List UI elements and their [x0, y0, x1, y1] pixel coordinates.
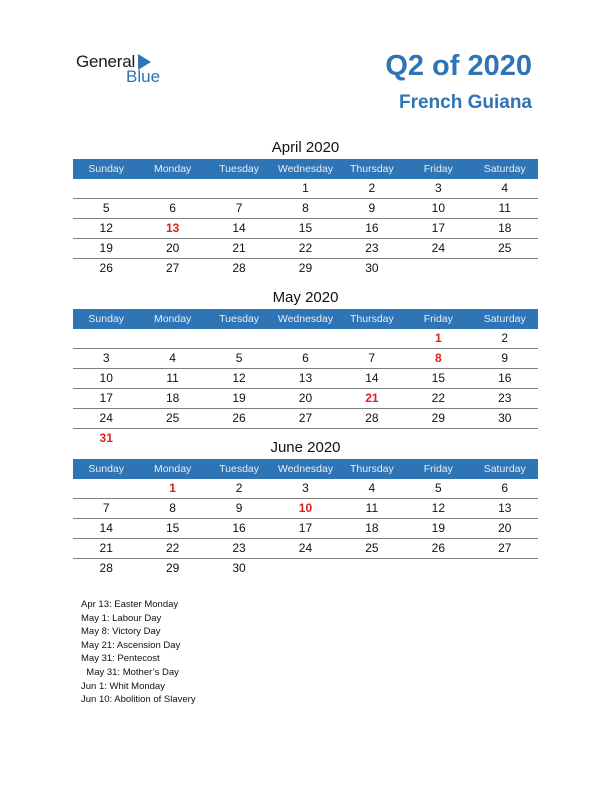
day-cell: 17 [99, 391, 113, 405]
day-cell: 7 [102, 501, 110, 515]
day-cell: 30 [232, 561, 246, 575]
holiday-note: May 1: Labour Day [81, 612, 162, 624]
weekday-header: Monday [153, 313, 192, 325]
day-cell: 7 [368, 351, 376, 365]
day-cell: 24 [298, 541, 313, 555]
day-cell: 1 [302, 181, 309, 195]
day-cell: 22 [165, 541, 180, 555]
holiday-note: Jun 1: Whit Monday [81, 680, 165, 692]
day-cell: 2 [501, 331, 509, 345]
logo-word-blue: Blue [126, 67, 161, 86]
day-cell: 4 [169, 351, 176, 365]
day-cell [339, 329, 405, 348]
day-cell: 31 [99, 431, 113, 445]
day-cell [272, 329, 338, 348]
weekday-header: Sunday [88, 463, 125, 475]
day-cell: 23 [498, 391, 512, 405]
week-row [73, 409, 538, 429]
day-cell: 11 [498, 201, 511, 215]
day-cell: 15 [298, 221, 313, 235]
day-cell: 18 [498, 221, 512, 235]
weekday-header: Thursday [350, 313, 394, 325]
day-cell: 8 [169, 501, 176, 515]
page-title: Q2 of 2020 [385, 50, 532, 82]
holiday-note: Apr 13: Easter Monday [81, 599, 179, 610]
weekday-header: Sunday [88, 313, 125, 325]
day-cell: 21 [232, 241, 246, 255]
weekday-header: Tuesday [219, 463, 259, 475]
day-cell: 30 [365, 261, 379, 275]
day-cell: 23 [232, 541, 246, 555]
day-cell [272, 559, 338, 578]
week-row [73, 219, 538, 239]
day-cell: 9 [368, 201, 376, 215]
day-cell [405, 259, 471, 278]
weekday-header: Saturday [483, 463, 526, 475]
day-cell: 29 [298, 261, 313, 275]
month-title: June 2020 [270, 439, 341, 456]
day-cell: 4 [501, 181, 509, 195]
day-cell [139, 329, 205, 348]
page-subtitle: French Guiana [398, 92, 532, 113]
day-cell: 23 [365, 241, 379, 255]
weekday-header: Thursday [350, 163, 394, 175]
day-cell: 27 [165, 261, 180, 275]
weekday-header: Wednesday [277, 313, 334, 325]
day-cell: 26 [99, 261, 113, 275]
weekday-header: Wednesday [277, 163, 334, 175]
holiday-note: May 8: Victory Day [81, 626, 161, 638]
day-cell: 10 [431, 201, 445, 215]
day-cell [206, 329, 272, 348]
day-cell: 7 [235, 201, 243, 215]
day-cell: 8 [434, 351, 442, 365]
day-cell: 15 [431, 371, 445, 385]
week-row [73, 559, 538, 578]
day-cell: 18 [365, 521, 379, 535]
day-cell: 13 [498, 501, 512, 515]
day-cell: 13 [165, 221, 180, 235]
day-cell: 28 [365, 411, 379, 425]
week-row [73, 479, 538, 499]
day-cell: 25 [365, 541, 379, 555]
day-cell: 26 [431, 541, 445, 555]
day-cell: 14 [232, 221, 246, 235]
day-cell: 1 [169, 481, 176, 495]
day-cell: 28 [232, 261, 246, 275]
day-cell: 9 [235, 501, 243, 515]
day-cell [206, 179, 272, 198]
day-cell: 5 [102, 201, 110, 215]
holiday-notes [81, 598, 196, 707]
day-cell: 28 [99, 561, 113, 575]
day-cell: 27 [298, 411, 313, 425]
day-cell: 19 [232, 391, 246, 405]
day-cell: 16 [365, 221, 379, 235]
day-cell: 25 [165, 411, 180, 425]
weekday-header-row [73, 459, 538, 479]
day-cell: 19 [99, 241, 113, 255]
day-cell: 8 [302, 201, 309, 215]
weekday-header: Monday [153, 163, 192, 175]
holiday-note: Jun 10: Abolition of Slavery [81, 694, 196, 706]
day-cell: 16 [498, 371, 512, 385]
day-cell: 22 [431, 391, 445, 405]
day-cell: 9 [501, 351, 509, 365]
day-cell: 17 [431, 221, 445, 235]
day-cell: 11 [166, 371, 179, 385]
holiday-note: May 31: Mother’s Day [81, 666, 179, 678]
day-cell [73, 329, 139, 348]
day-cell: 18 [165, 391, 180, 405]
day-cell: 3 [302, 481, 309, 495]
day-cell [339, 559, 405, 578]
day-cell: 2 [235, 481, 243, 495]
day-cell: 21 [99, 541, 113, 555]
day-cell: 12 [99, 221, 113, 235]
weekday-header: Sunday [88, 163, 125, 175]
day-cell: 20 [498, 521, 512, 535]
generalblue-logo [76, 52, 176, 88]
weekday-header: Friday [423, 163, 453, 175]
day-cell: 15 [165, 521, 180, 535]
day-cell: 10 [99, 371, 113, 385]
weekday-header: Tuesday [219, 313, 259, 325]
day-cell [472, 559, 538, 578]
day-cell: 6 [501, 481, 509, 495]
day-cell: 19 [431, 521, 445, 535]
day-cell: 17 [298, 521, 313, 535]
day-cell: 14 [99, 521, 113, 535]
day-cell: 12 [232, 371, 246, 385]
calendar-june [73, 437, 538, 578]
day-cell [139, 179, 205, 198]
day-cell: 30 [498, 411, 512, 425]
weekday-header: Tuesday [219, 163, 259, 175]
logo-word-general: General [76, 52, 136, 71]
day-cell: 20 [298, 391, 313, 405]
day-cell: 3 [434, 181, 442, 195]
week-row [73, 199, 538, 219]
day-cell: 12 [431, 501, 445, 515]
day-cell: 25 [498, 241, 512, 255]
week-row [73, 239, 538, 259]
month-title: May 2020 [272, 289, 339, 306]
day-cell: 2 [368, 181, 376, 195]
weekday-header: Thursday [350, 463, 394, 475]
day-cell: 10 [298, 501, 313, 515]
week-row [73, 329, 538, 349]
calendar-april [73, 137, 538, 278]
weekday-header: Saturday [483, 313, 526, 325]
day-cell: 14 [365, 371, 379, 385]
weekday-header: Saturday [483, 163, 526, 175]
day-cell: 22 [298, 241, 313, 255]
day-cell: 27 [498, 541, 512, 555]
holiday-note: May 21: Ascension Day [81, 639, 181, 651]
weekday-header: Wednesday [277, 463, 334, 475]
day-cell: 16 [232, 521, 246, 535]
day-cell: 13 [298, 371, 313, 385]
week-row [73, 369, 538, 389]
day-cell [472, 259, 538, 278]
week-row [73, 179, 538, 199]
day-cell: 11 [365, 501, 379, 515]
day-cell: 24 [431, 241, 445, 255]
day-cell: 6 [169, 201, 176, 215]
day-cell: 5 [235, 351, 243, 365]
day-cell: 26 [232, 411, 246, 425]
month-title: April 2020 [271, 139, 340, 156]
day-cell: 4 [368, 481, 376, 495]
day-cell: 29 [431, 411, 445, 425]
weekday-header: Friday [423, 463, 453, 475]
week-row [73, 519, 538, 539]
week-row [73, 539, 538, 559]
day-cell: 24 [99, 411, 113, 425]
weekday-header: Friday [423, 313, 453, 325]
day-cell [405, 559, 471, 578]
weekday-header-row [73, 159, 538, 179]
day-cell: 6 [302, 351, 309, 365]
week-row [73, 259, 538, 278]
week-row [73, 389, 538, 409]
day-cell: 29 [165, 561, 180, 575]
day-cell: 5 [434, 481, 442, 495]
week-row [73, 499, 538, 519]
calendar-may [73, 287, 538, 448]
day-cell [73, 179, 139, 198]
week-row [73, 349, 538, 369]
day-cell: 3 [102, 351, 110, 365]
day-cell: 20 [165, 241, 180, 255]
weekday-header: Monday [153, 463, 192, 475]
day-cell: 1 [434, 331, 442, 345]
day-cell: 21 [365, 391, 379, 405]
holiday-note: May 31: Pentecost [81, 653, 160, 665]
day-cell [73, 479, 139, 498]
weekday-header-row [73, 309, 538, 329]
